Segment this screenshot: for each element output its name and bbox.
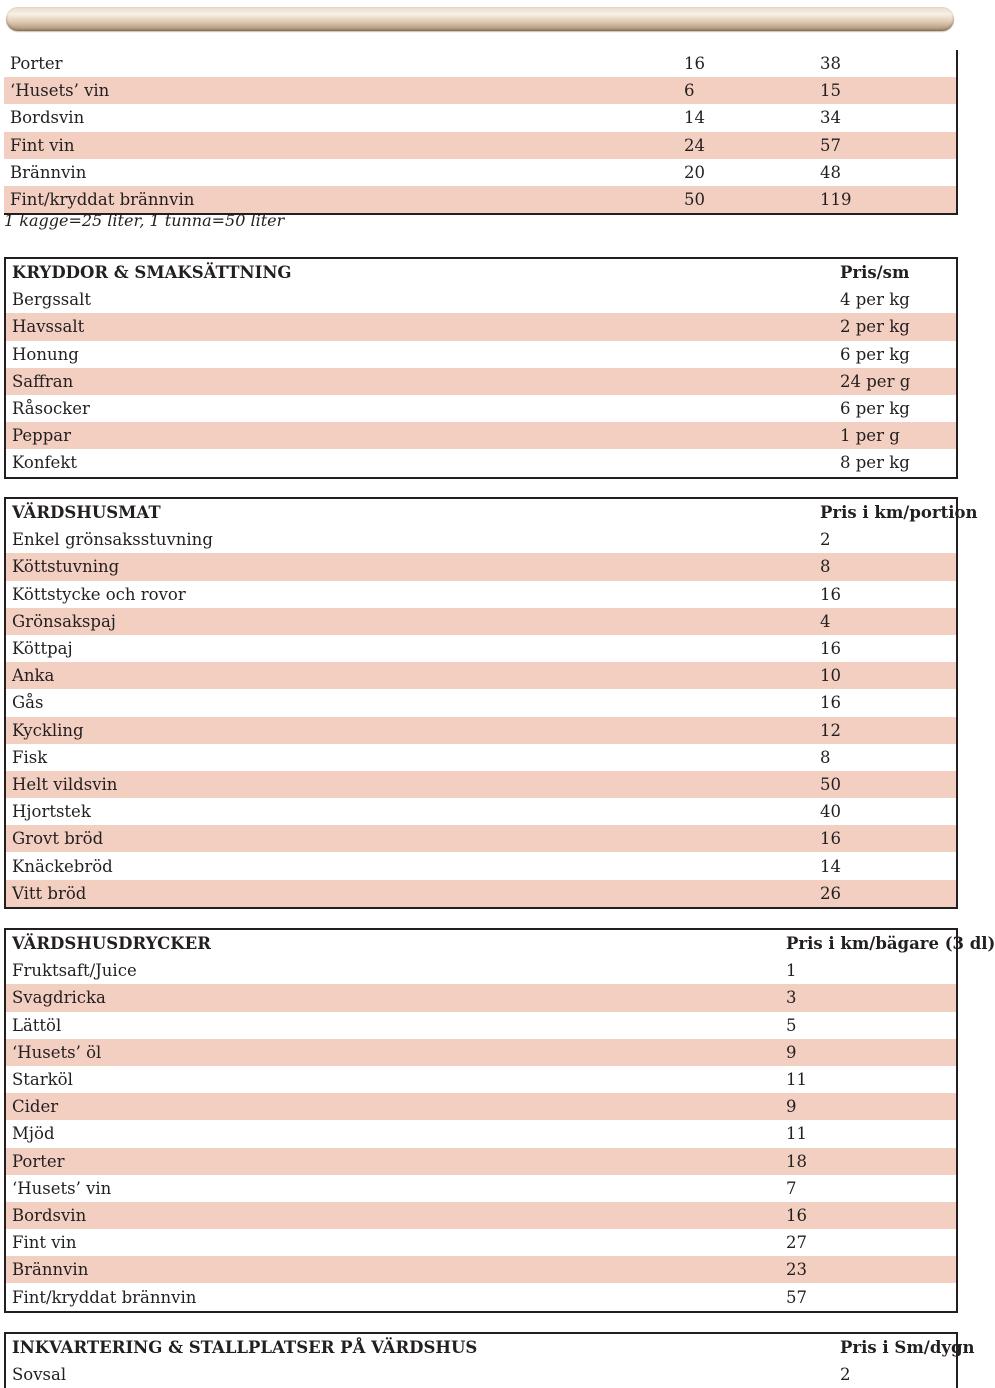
item-name: Havssalt: [12, 317, 85, 337]
table-row: [6, 1202, 956, 1229]
item-name: Anka: [12, 666, 55, 686]
item-price: 8: [820, 557, 831, 577]
table-row: [6, 1012, 956, 1039]
item-price: 4 per kg: [840, 290, 910, 310]
item-name: ‘Husets’ öl: [12, 1042, 102, 1062]
price-kagge: 20: [684, 162, 705, 182]
item-price: 10: [820, 666, 841, 686]
item-price: 8: [820, 747, 831, 767]
table-row: [6, 526, 956, 553]
item-price: 26: [820, 883, 841, 903]
item-price: 16: [820, 829, 841, 849]
volume-note: 1 kagge=25 liter, 1 tunna=50 liter: [4, 211, 285, 230]
section-title: VÄRDSHUSDRYCKER: [12, 934, 211, 954]
table-row: [4, 50, 956, 77]
table-row: [4, 132, 956, 159]
table-header: [6, 1334, 975, 1361]
item-name: Bordsvin: [12, 1205, 87, 1225]
item-name: Enkel grönsaksstuvning: [12, 530, 213, 550]
item-name: Bergssalt: [12, 290, 92, 310]
item-name: Starköl: [12, 1070, 73, 1090]
section-title: INKVARTERING & STALLPLATSER PÅ VÄRDSHUS: [12, 1338, 478, 1358]
price-tunna: 34: [820, 108, 841, 128]
table-row: [6, 608, 956, 635]
item-price: 57: [786, 1287, 807, 1307]
item-name: Honung: [12, 344, 79, 364]
spices-table: [4, 257, 958, 479]
table-row: [6, 1175, 956, 1202]
price-tunna: 119: [820, 190, 852, 210]
item-name: Kyckling: [12, 720, 84, 740]
table-row: [6, 449, 956, 476]
price-kagge: 16: [684, 54, 705, 74]
table-row: [6, 341, 956, 368]
item-name: Brännvin: [12, 1260, 89, 1280]
table-row: [6, 689, 956, 716]
item-price: 9: [786, 1042, 797, 1062]
inn-drinks-table: [4, 928, 995, 1313]
item-price: 40: [820, 802, 841, 822]
price-tunna: 38: [820, 54, 841, 74]
item-price: 3: [786, 988, 797, 1008]
table-row: [6, 825, 956, 852]
item-name: Köttstycke och rovor: [12, 584, 186, 604]
item-name: Köttpaj: [12, 639, 73, 659]
price-kagge: 24: [684, 135, 705, 155]
table-row: [6, 1120, 956, 1147]
table-row: [6, 422, 956, 449]
item-name: Brännvin: [10, 162, 87, 182]
item-price: 2 per kg: [840, 317, 910, 337]
item-name: Fruktsaft/Juice: [12, 961, 137, 981]
item-name: Vitt bröd: [12, 883, 87, 903]
item-price: 1: [786, 961, 797, 981]
table-row: [6, 717, 956, 744]
item-name: Saffran: [12, 371, 74, 391]
table-row: [6, 553, 956, 580]
item-name: Helt vildsvin: [12, 774, 118, 794]
section-title: KRYDDOR & SMAKSÄTTNING: [12, 263, 292, 283]
item-name: Fint/kryddat brännvin: [12, 1287, 197, 1307]
item-name: Lättöl: [12, 1015, 62, 1035]
item-name: Hjortstek: [12, 802, 91, 822]
item-price: 23: [786, 1260, 807, 1280]
item-name: Peppar: [12, 426, 71, 446]
decorative-banner: [6, 7, 954, 31]
price-kagge: 50: [684, 190, 705, 210]
table-row: [6, 880, 956, 907]
table-row: [6, 1283, 956, 1310]
item-name: Fint/kryddat brännvin: [10, 190, 195, 210]
item-name: Fint vin: [10, 135, 75, 155]
item-price: 6 per kg: [840, 399, 910, 419]
item-price: 16: [820, 639, 841, 659]
table-row: [6, 1093, 956, 1120]
item-name: ‘Husets’ vin: [10, 81, 110, 101]
item-name: Fint vin: [12, 1233, 77, 1253]
item-price: 12: [820, 720, 841, 740]
price-tunna: 48: [820, 162, 841, 182]
table-row: [6, 1256, 956, 1283]
item-price: 16: [786, 1205, 807, 1225]
table-row: [6, 581, 956, 608]
item-name: Knäckebröd: [12, 856, 113, 876]
item-price: 6 per kg: [840, 344, 910, 364]
item-name: Råsocker: [12, 399, 90, 419]
item-name: Fisk: [12, 747, 48, 767]
table-row: [6, 1229, 956, 1256]
item-price: 2: [840, 1365, 851, 1385]
price-kagge: 6: [684, 81, 695, 101]
item-price: 27: [786, 1233, 807, 1253]
lodging-table: [4, 1332, 975, 1388]
table-row: [6, 395, 956, 422]
item-name: Konfekt: [12, 453, 77, 473]
table-row: [6, 286, 956, 313]
item-name: Köttstuvning: [12, 557, 120, 577]
price-header: Pris/sm: [840, 263, 910, 283]
drinks-volume-table: [4, 50, 958, 215]
table-row: [6, 798, 956, 825]
table-header: [6, 259, 956, 286]
price-header: Pris i km/portion: [820, 503, 978, 523]
item-name: Sovsal: [12, 1365, 67, 1385]
item-name: Cider: [12, 1097, 59, 1117]
price-tunna: 57: [820, 135, 841, 155]
item-price: 16: [820, 584, 841, 604]
table-row: [6, 984, 956, 1011]
item-price: 9: [786, 1097, 797, 1117]
item-price: 11: [786, 1070, 807, 1090]
table-row: [6, 662, 956, 689]
table-row: [6, 852, 956, 879]
item-price: 2: [820, 530, 831, 550]
table-row: [6, 1148, 956, 1175]
table-row: [6, 313, 956, 340]
item-name: Porter: [12, 1151, 65, 1171]
item-price: 18: [786, 1151, 807, 1171]
table-row: [4, 159, 956, 186]
item-name: ‘Husets’ vin: [12, 1178, 112, 1198]
table-row: [6, 368, 956, 395]
item-name: Porter: [10, 54, 63, 74]
item-price: 7: [786, 1178, 797, 1198]
table-row: [6, 957, 956, 984]
item-name: Grönsakspaj: [12, 611, 116, 631]
item-price: 8 per kg: [840, 453, 910, 473]
item-price: 14: [820, 856, 841, 876]
table-row: [6, 1361, 956, 1388]
item-price: 11: [786, 1124, 807, 1144]
table-row: [4, 77, 956, 104]
price-kagge: 14: [684, 108, 705, 128]
price-header: Pris i km/bägare (3 dl): [786, 934, 995, 954]
table-header: [6, 930, 995, 957]
item-price: 16: [820, 693, 841, 713]
item-name: Grovt bröd: [12, 829, 104, 849]
table-row: [4, 186, 956, 213]
item-name: Bordsvin: [10, 108, 85, 128]
item-price: 50: [820, 774, 841, 794]
item-name: Svagdricka: [12, 988, 106, 1008]
table-row: [6, 1066, 956, 1093]
item-price: 5: [786, 1015, 797, 1035]
table-row: [6, 771, 956, 798]
price-header: Pris i Sm/dygn: [840, 1338, 975, 1358]
inn-food-table: [4, 497, 978, 909]
item-name: Mjöd: [12, 1124, 55, 1144]
table-row: [6, 635, 956, 662]
table-row: [6, 744, 956, 771]
item-name: Gås: [12, 693, 44, 713]
table-header: [6, 499, 978, 526]
item-price: 1 per g: [840, 426, 900, 446]
table-row: [4, 104, 956, 131]
item-price: 4: [820, 611, 831, 631]
item-price: 24 per g: [840, 371, 911, 391]
section-title: VÄRDSHUSMAT: [12, 503, 161, 523]
table-row: [6, 1039, 956, 1066]
price-tunna: 15: [820, 81, 841, 101]
